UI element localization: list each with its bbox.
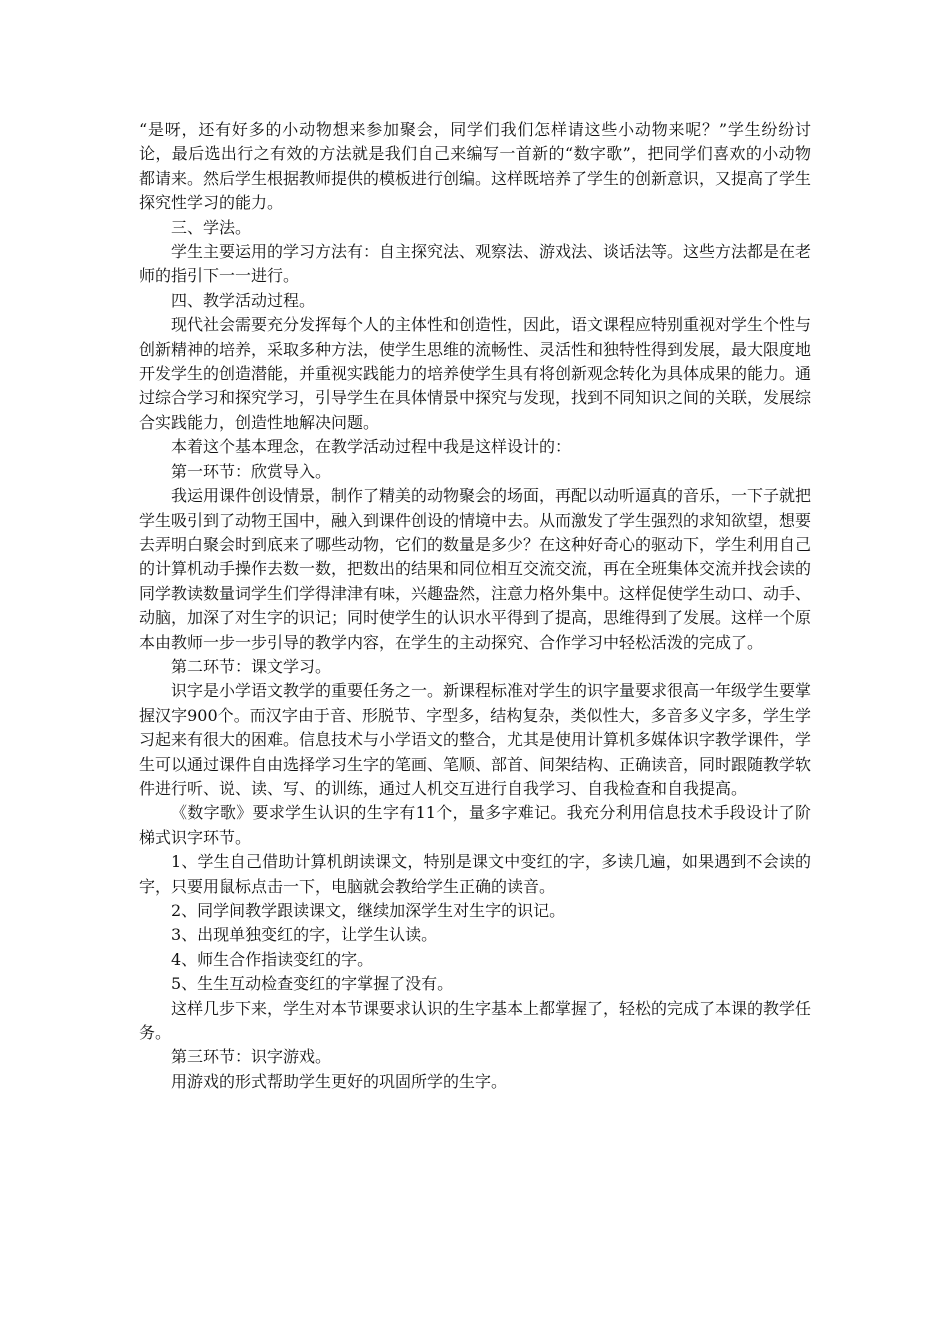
paragraph-design-intro: 本着这个基本理念，在教学活动过程中我是这样设计的：: [171, 437, 572, 457]
document-body: [139, 118, 811, 1094]
list-item-3: 3、出现单独变红的字，让学生认读。: [171, 925, 438, 945]
list-item-2: 2、同学间教学跟读课文，继续加深学生对生字的识记。: [171, 901, 566, 920]
paragraph-step-two-summary: 这样几步下来，学生对本节课要求认识的生字基本上都掌握了，轻松的完成了本课的教学任务。: [139, 998, 812, 1043]
paragraph-number-song: 《数字歌》要求学生认识的生字有11个，量多字难记。我充分利用信息技术手段设计了阶梯式识字环节。: [139, 803, 811, 847]
paragraph-intro: “是呀，还有好多的小动物想来参加聚会，同学们我们怎样请这些小动物来呢？”学生纷纷讨论，最后选出行之有效的方法就是我们自己来编写一首新的“数字歌”，把同学们喜欢的小动物都请来。然后学生根据教师提供的模板进行创编。这样既培养了学生的创新意识，又提高了学生探究性学习的能力。: [139, 120, 812, 213]
paragraph-step-one: 我运用课件创设情景，制作了精美的动物聚会的场面，再配以动听逼真的音乐，一下子就把学生吸引到了动物王国中，融入到课件创设的情境中去。从而激发了学生强烈的求知欲望，想要去弄明白聚会时到底来了哪些动物，它们的数量是多少？在这种好奇心的驱动下，学生利用自己的计算机动手操作去数一数，把数出的结果和同位相互交流交流，再在全班集体交流并找会读的同学教读数量词学生们学得津津有味，兴趣盎然，注意力格外集中。这样促使学生动口、动手、动脑，加深了对生字的识记；同时使学生的认识水平得到了提高，思维得到了发展。这样一个原本由教师一步一步引导的教学内容，在学生的主动探究、合作学习中轻松活泼的完成了。: [139, 486, 812, 652]
paragraph-step-two: 识字是小学语文教学的重要任务之一。新课程标准对学生的识字量要求很高一年级学生要掌握汉字900个。而汉字由于音、形脱节、字型多，结构复杂，类似性大，多音多义字多，学生学习起来有很大的困难。信息技术与小学语文的整合，尤其是使用计算机多媒体识字教学课件，学生可以通过课件自由选择学习生字的笔画、笔顺、部首、间架结构、正确读音，同时跟随教学软件进行听、说、读、写、的训练，通过人机交互进行自我学习、自我检查和自我提高。: [139, 681, 812, 798]
paragraph-study-method: 学生主要运用的学习方法有：自主探究法、观察法、游戏法、谈话法等。这些方法都是在老师的指引下一一进行。: [139, 242, 812, 286]
section-heading-study-method: 三、学法。: [171, 217, 252, 237]
paragraph-step-three: 用游戏的形式帮助学生更好的巩固所学的生字。: [171, 1071, 508, 1091]
subheading-step-three: 第三环节：识字游戏。: [171, 1047, 332, 1067]
list-item-4: 4、师生合作指读变红的字。: [171, 949, 374, 969]
subheading-step-two: 第二环节：课文学习。: [171, 656, 332, 676]
section-heading-teaching-process: 四、教学活动过程。: [171, 290, 316, 310]
paragraph-teaching-philosophy: 现代社会需要充分发挥每个人的主体性和创造性，因此，语文课程应特别重视对学生个性与创新精神的培养，采取多种方法，使学生思维的流畅性、灵活性和独特性得到发展，最大限度地开发学生的创造潜能，并重视实践能力的培养使学生具有将创新观念转化为具体成果的能力。通过综合学习和探究学习，引导学生在具体情景中探究与发现，找到不同知识之间的关联，发展综合实践能力，创造性地解决问题。: [139, 315, 812, 432]
subheading-step-one: 第一环节：欣赏导入。: [171, 461, 332, 481]
list-item-5: 5、生生互动检查变红的字掌握了没有。: [171, 974, 454, 994]
list-item-1: 1、学生自己借助计算机朗读课文，特别是课文中变红的字，多读几遍，如果遇到不会读的字，只要用鼠标点击一下，电脑就会教给学生正确的读音。: [139, 852, 811, 896]
